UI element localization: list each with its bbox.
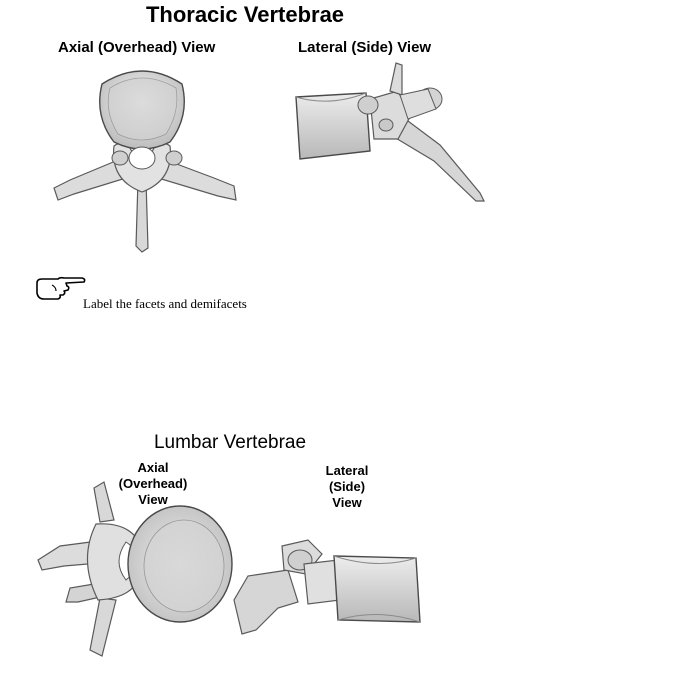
lumbar-lateral-view-label	[312, 463, 382, 511]
thoracic-title: Thoracic Vertebrae	[145, 2, 345, 27]
lumbar-axial-label-line3: View	[138, 492, 168, 507]
lumbar-lateral-illustration	[228, 530, 428, 645]
lumbar-title: Lumbar Vertebrae	[153, 432, 307, 453]
lumbar-lateral-label-line2: (Side)	[328, 479, 366, 494]
lumbar-axial-label-line2: (Overhead)	[118, 476, 188, 491]
thoracic-axial-view-label: Axial (Overhead) View	[58, 39, 216, 56]
thoracic-lateral-view-label: Lateral (Side) View	[298, 39, 432, 56]
lumbar-lateral-label-line1: Lateral	[325, 463, 369, 478]
pointing-hand-icon	[34, 275, 86, 303]
lumbar-lateral-label-line3: View	[332, 495, 362, 510]
instruction-text: Label the facets and demifacets	[83, 296, 247, 311]
thoracic-lateral-illustration	[290, 55, 495, 250]
lumbar-axial-illustration	[30, 470, 250, 665]
thoracic-axial-illustration	[30, 60, 260, 260]
lumbar-axial-label-line1: Axial	[137, 460, 169, 475]
